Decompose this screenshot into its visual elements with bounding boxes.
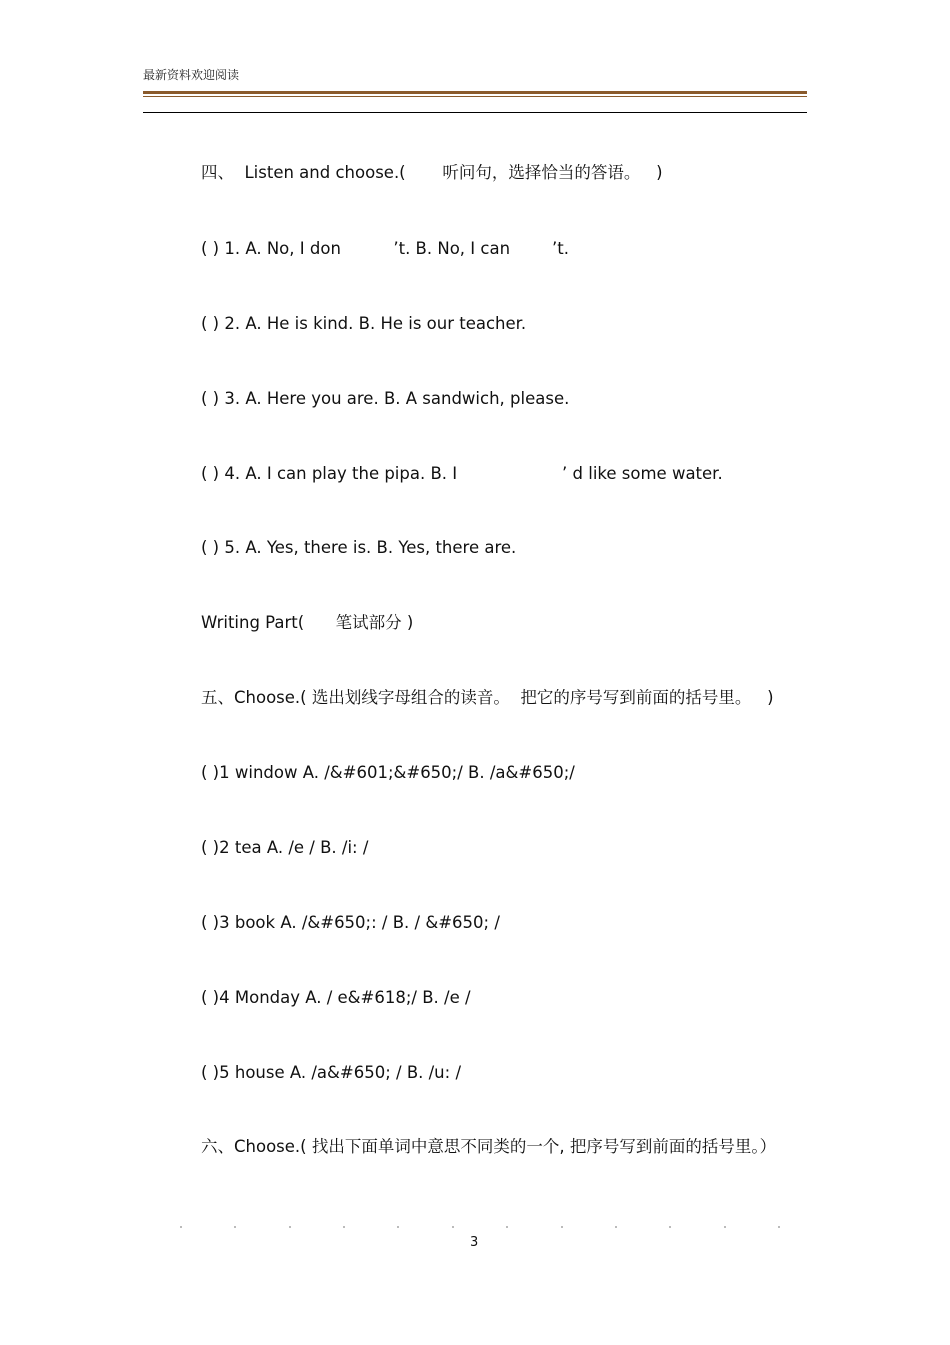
question-item: ( ) 3. A. Here you are. B. A sandwich, please. xyxy=(201,389,570,408)
faint-text-remnant xyxy=(180,1226,780,1230)
question-item: ( ) 5. A. Yes, there is. B. Yes, there are. xyxy=(201,538,517,557)
question-item: ( ) 1. A. No, I don ’t. B. No, I can ’t. xyxy=(201,239,569,258)
page-number: 3 xyxy=(470,1235,479,1250)
section-4-heading: 四、 Listen and choose.( 听问句，选择恰当的答语。 ) xyxy=(201,163,663,182)
header-rule-black xyxy=(143,112,807,113)
section-6-heading: 六、Choose.( 找出下面单词中意思不同类的一个, 把序号写到前面的括号里。） xyxy=(201,1137,777,1156)
header-title: 最新资料欢迎阅读 xyxy=(143,68,240,82)
question-item: ( )1 window A. /&#601;&#650;/ B. /a&#650;/ xyxy=(201,763,575,782)
question-item: ( )3 book A. /&#650;: / B. / &#650; / xyxy=(201,913,500,932)
question-item: ( ) 4. A. I can play the pipa. B. I ’ d like some water. xyxy=(201,464,723,483)
question-item: ( )4 Monday A. / e&#618;/ B. /e / xyxy=(201,988,471,1007)
question-item: ( )2 tea A. /e / B. /i: / xyxy=(201,838,369,857)
header-rule-thin xyxy=(143,96,807,97)
question-item: ( )5 house A. /a&#650; / B. /u: / xyxy=(201,1063,462,1082)
writing-part-heading: Writing Part( 笔试部分 ) xyxy=(201,613,414,632)
question-item: ( ) 2. A. He is kind. B. He is our teacher. xyxy=(201,314,527,333)
section-5-heading: 五、Choose.( 选出划线字母组合的读音。 把它的序号写到前面的括号里。 ) xyxy=(201,688,774,707)
header-rule-thick xyxy=(143,91,807,94)
